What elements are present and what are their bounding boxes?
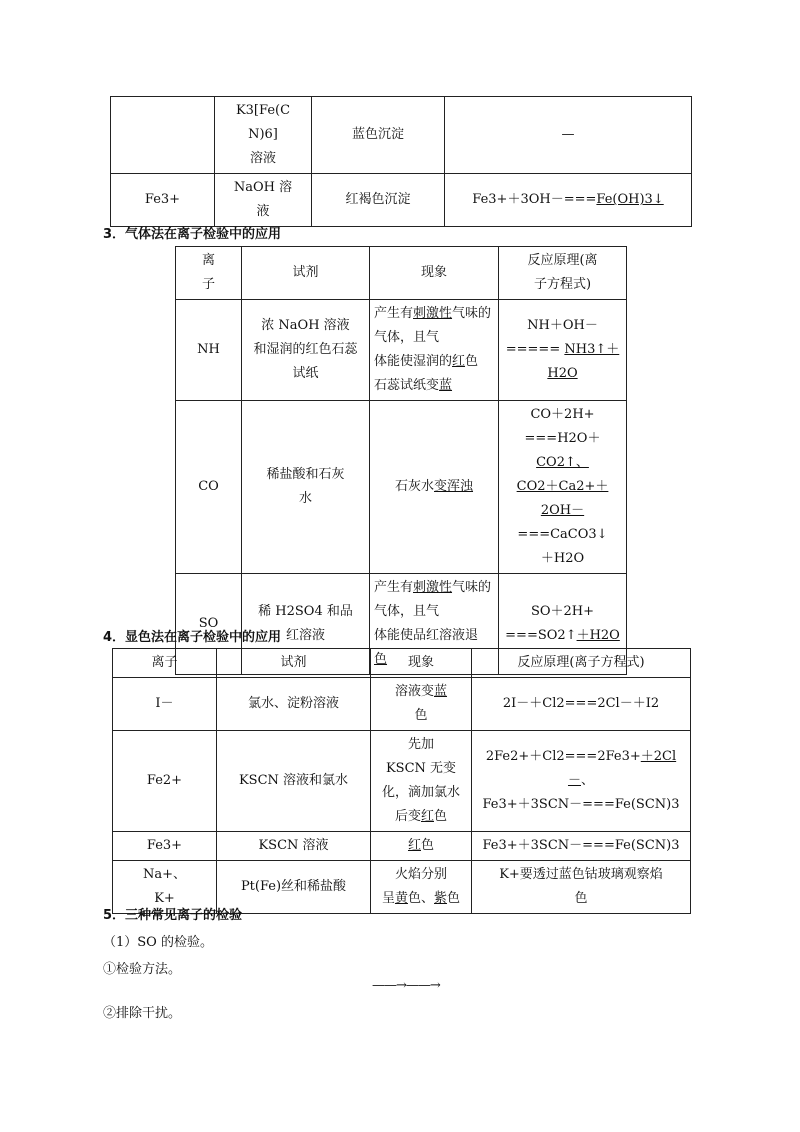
table-cell: 产生有刺激性气味的气体，且气 体能使湿润的红色 石蕊试纸变蓝	[370, 300, 499, 401]
table-cell: CO＋2H+ ===H2O＋CO2↑、 CO2＋Ca2+＋ 2OH－===CaCO3↓ ＋H2O	[499, 401, 627, 574]
table-cell: CO	[176, 401, 242, 574]
item-so-detection: （1）SO 的检验。	[103, 935, 213, 950]
table-cell: KSCN 溶液和氯水	[217, 731, 371, 832]
table-row	[111, 97, 692, 174]
item-method: ①检验方法。	[103, 962, 182, 977]
table-cell: Pt(Fe)丝和稀盐酸	[217, 861, 371, 914]
flow-arrows: ——→——→	[372, 978, 440, 993]
table-row	[111, 174, 692, 227]
table-cell: 火焰分别 呈黄色、紫色	[371, 861, 472, 914]
table-cell: 红色	[371, 832, 472, 861]
table-cell: 溶液变蓝 色	[371, 678, 472, 731]
table-cell: NaOH 溶 液	[215, 174, 312, 227]
table-cell	[111, 97, 215, 174]
table-row	[113, 832, 691, 861]
table-cell: Fe3+	[111, 174, 215, 227]
table-cell: Fe3+	[113, 832, 217, 861]
table-top	[110, 96, 692, 227]
header-phenomenon: 现象	[371, 649, 472, 678]
header-principle: 反应原理(离子方程式)	[472, 649, 691, 678]
table-cell: 氯水、淀粉溶液	[217, 678, 371, 731]
table-cell: 红褐色沉淀	[312, 174, 445, 227]
table-cell: K+要透过蓝色钴玻璃观察焰 色	[472, 861, 691, 914]
table-cell: SO	[176, 574, 242, 675]
table-cell: 蓝色沉淀	[312, 97, 445, 174]
table-cell: 浓 NaOH 溶液 和湿润的红色石蕊 试纸	[242, 300, 370, 401]
table-cell: NH	[176, 300, 242, 401]
header-principle: 反应原理(离 子方程式)	[499, 247, 627, 300]
table-cell: Fe2+	[113, 731, 217, 832]
header-reagent: 试剂	[217, 649, 371, 678]
section-4-heading: 4．显色法在离子检验中的应用	[103, 630, 282, 645]
table-cell: 稀盐酸和石灰 水	[242, 401, 370, 574]
item-exclude-interference: ②排除干扰。	[103, 1006, 182, 1021]
table-cell: K3[Fe(C N)6] 溶液	[215, 97, 312, 174]
section-3-heading: 3．气体法在离子检验中的应用	[103, 227, 282, 242]
table-cell: 先加 KSCN 无变 化，滴加氯水 后变红色	[371, 731, 472, 832]
header-ion: 离子	[113, 649, 217, 678]
table-header-row	[176, 247, 627, 300]
table-cell: 产生有刺激性气味的气体，且气 体能使品红溶液退 色	[370, 574, 499, 675]
table-row	[176, 401, 627, 574]
table-cell: 石灰水变浑浊	[370, 401, 499, 574]
table-cell: 2Fe2+＋Cl2===2Fe3+＋2Cl－、 Fe3+＋3SCN－===Fe(SCN)3	[472, 731, 691, 832]
table-cell: Na+、 K+	[113, 861, 217, 914]
table-cell: 2I－＋Cl2===2Cl－＋I2	[472, 678, 691, 731]
table-cell: —	[445, 97, 692, 174]
table-cell: NH＋OH－ ===== NH3↑＋ H2O	[499, 300, 627, 401]
table-header-row	[113, 649, 691, 678]
table-cell: Fe3+＋3OH－===Fe(OH)3↓	[445, 174, 692, 227]
table-cell: 稀 H2SO4 和品 红溶液	[242, 574, 370, 675]
section-5-heading: 5．三种常见离子的检验	[103, 908, 243, 923]
table-cell: Fe3+＋3SCN－===Fe(SCN)3	[472, 832, 691, 861]
table-cell: SO＋2H+ ===SO2↑＋H2O	[499, 574, 627, 675]
table-cell: KSCN 溶液	[217, 832, 371, 861]
header-reagent: 试剂	[242, 247, 370, 300]
table-row	[113, 731, 691, 832]
table-row	[176, 300, 627, 401]
gas-method-table	[175, 246, 627, 675]
color-method-table	[112, 648, 691, 914]
table-row	[113, 678, 691, 731]
header-ion: 离 子	[176, 247, 242, 300]
table-cell: I－	[113, 678, 217, 731]
header-phenomenon: 现象	[370, 247, 499, 300]
